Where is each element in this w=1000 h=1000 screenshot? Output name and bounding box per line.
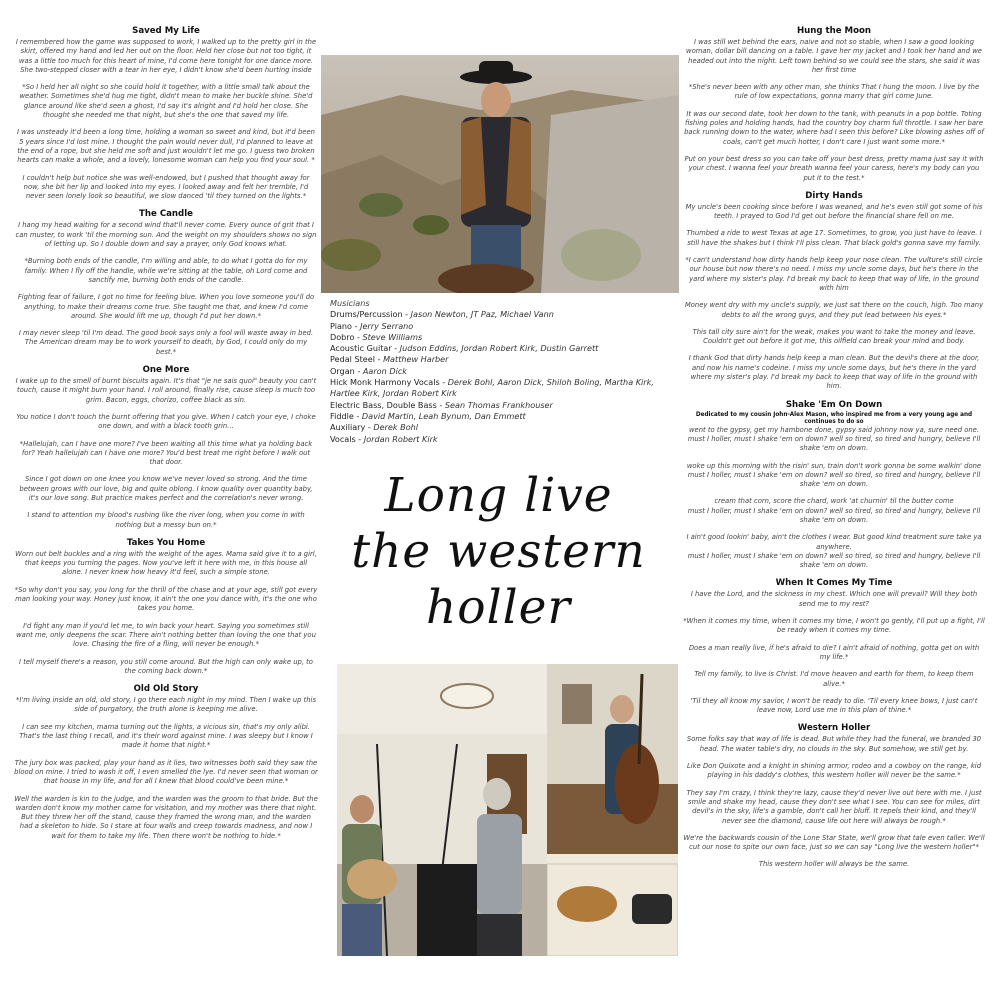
musician-row (330, 332, 675, 343)
lyric-paragraph: Tell my family, to live is Christ. I'd move heaven and earth for them, to keep them alive.* (694, 670, 974, 688)
lyric-paragraph: I was still wet behind the ears, naive and not so stable, when I saw a good looking woman, dollar bill dancing on a table. I gave her my jacket and I took her hand and we headed out into the night. Left town behind so we could see the stars, she said it was her first time (686, 38, 982, 74)
lyric-paragraph: It was our second date, took her down to the tank, with peanuts in a pop bottle. Toting fishing poles and holding hands, had the country boy charm full throttle. I saw her bare back running down to the water, where had I seen this before? Like blowing ashes off of coals, can't get much hotter, I don't care I just want some more.* (684, 109, 984, 146)
lyric-paragraph: Put on your best dress so you can take off your best dress, pretty mama just say it with your chest. I wanna feel your breath wanna feel your caress, here's my body can you put it to the test.* (684, 154, 984, 182)
lyric-paragraph: 'Til they all know my savior, I won't be ready to die. 'Til every knee bows, I just can't leave now, Lord use me in this plan of thine.* (690, 696, 978, 715)
lyric-paragraph: This western holler will always be the same. (758, 860, 910, 869)
lyric-paragraph: Since I got down on one knee you know we've never loved so strong. And the time between grows with our love, big and quite oblong. I know quality over quantity baby, it's our love song. But practice makes perfect and the correlation's never wrong. (19, 475, 313, 502)
musician-names: Sean Thomas Frankhouser (444, 399, 553, 410)
lyric-paragraph: Money went dry with my uncle's supply, we just sat there on the couch, high. Too many debts to all the wrong guys, and they put lead between his eyes.* (684, 301, 984, 319)
musician-role: Dobro - (330, 331, 363, 342)
lyric-paragraph: You notice I don't touch the burnt offering that you give. When I catch your eye, I choke one down, and with a black tooth grin... (16, 412, 316, 431)
musician-names: Steve Williams (362, 331, 423, 342)
script-title-line: the western (351, 524, 646, 579)
lyric-paragraph: I stand to attention my blood's rushing like the river long, when you come in with nothing but a messy bun on.* (27, 511, 305, 529)
lyric-paragraph: woke up this morning with the risin' sun, train don't work gonna be some walkin' done must I holler, must I shake 'em on down? well so tired, so tired and hungry, believe I'll shake 'em on down. (686, 461, 982, 489)
musician-role: Pedal Steel - (330, 354, 384, 365)
musician-row (330, 377, 675, 400)
musician-role: Drums/Percussion - (330, 309, 411, 320)
song-title: Dirty Hands (805, 190, 863, 201)
lyric-paragraph: Like Don Quixote and a knight in shining armor, rodeo and a cowboy on the range, kid playing in his daddy's clothes, this western holler will never be the same.* (686, 762, 982, 780)
song-title: The Candle (139, 209, 193, 220)
lyric-paragraph: Does a man really live, if he's afraid to die? I ain't afraid of nothing, gotta get on with my life.* (688, 643, 980, 661)
album-script-title (326, 468, 671, 636)
lyric-paragraph: I'd fight any man if you'd let me, to win back your heart. Saying you sometimes still want me, only deepens the scar. There ain't nothing better than loving the one that you love. Chasing the fire of a fling, will never be enough.* (16, 621, 316, 649)
lyric-paragraph: I wake up to the smell of burnt biscuits again. It's that "je ne sais quoi" beauty you can't touch, cause it might burn your hand. I roll around, finally rise, cause sleep is much too grim. Bacon, eggs, chorizo, coffee black as sin. (15, 377, 317, 404)
musician-row (330, 400, 675, 411)
song-lyrics (683, 191, 985, 392)
lyric-paragraph: I was unsteady it'd been a long time, holding a woman so sweet and kind, but it'd been 5 years since I'd lost mine. I thought the pain would never dull, I'd planned to leave at the end of a rope, but she held me soft and just wouldn't let me go. I guess two broken hearts can make a whole, and a lovely, lonesome woman can help you find your soul. * (17, 128, 315, 165)
song-title: Western Holler (797, 723, 871, 734)
musician-role: Organ - (330, 365, 363, 376)
musician-role: Piano - (330, 320, 361, 331)
song-title: Old Old Story (133, 684, 199, 695)
lyric-paragraph: I couldn't help but notice she was well-endowed, but I pushed that thought away for now, she bit her lip and looked into my eyes. I looked away and felt her tremble, I'd never seen lonely look so beautiful, we slow danced 'til they turned on the lights.* (22, 173, 310, 201)
lyric-paragraph: I hang my head waiting for a second wind that'll never come. Every ounce of grit that I can muster, to work 'til the morning sun. And the weight on my shoulders shows no sign of letting up. So I double down and say a prayer, only God knows what. (15, 221, 317, 249)
musician-row (330, 411, 675, 422)
musician-row (330, 321, 675, 332)
lyrics-column-left (14, 26, 318, 849)
song-lyrics (683, 723, 985, 869)
lyric-paragraph: I remembered how the game was supposed to work, I walked up to the pretty girl in the skirt, offered my hand and led her out on the floor. Held her close but not too tight, it was a little too much for this heart of mine, I'd come here tonight for one dance more. She two-stepped closer with a tear in her eye, I didn't know she'd been hurting inside (15, 38, 317, 74)
musician-role: Acoustic Guitar - (330, 343, 400, 354)
musician-row (330, 434, 675, 445)
lyric-paragraph: We're the backwards cousin of the Lone Star State, we'll grow that tale even taller. We'll cut our nose to spite our own face, just so we can say "Long live the western holler"* (683, 833, 985, 852)
musician-role: Fiddle - (330, 410, 362, 421)
lyric-paragraph: Thumbed a ride to west Texas at age 17. Sometimes, to grow, you just have to leave. I still have the shakes but I think I'll piss clean. That black gold's gonna save my family. (686, 229, 982, 247)
musician-names: Judson Eddins, Jordan Robert Kirk, Dustin Garrett (399, 343, 599, 354)
lyric-paragraph: *I'm living inside an old, old story, I go there each night in my mind. Then I wake up this side of purgatory, the truth alone is keeping me alive. (16, 696, 316, 714)
lyric-paragraph: This tall city sure ain't for the weak, makes you want to take the money and leave. Couldn't get out before it got me, this oilfield can break your mind and body. (692, 327, 976, 346)
musician-role: Auxiliary - (330, 422, 374, 433)
musician-role: Electric Bass, Double Bass - (330, 399, 445, 410)
song-dedication: Dedicated to my cousin John-Alex Mason, who inspired me from a very young age and continues to do so (695, 411, 973, 425)
lyric-paragraph: *So I held her all night so she could hold it together, with a little small talk about the weather. Sometimes she'd hug me tight, didn't mean to make her buckle shine. She'd glance around like she'd seen a ghost, I'd say it's alright and I'd hold her close. She thought she needed me that night, but she's the one that saved my life. (19, 83, 313, 120)
song-title: Takes You Home (126, 537, 206, 548)
musician-names: Jason Newton, JT Paz, Michael Vann (410, 309, 554, 320)
song-title: Shake 'Em On Down (785, 399, 883, 410)
song-lyrics (14, 209, 318, 357)
lyric-paragraph: *So why don't you say, you long for the thrill of the chase and at your age, still got every man looking your way. Honey just know, it ain't the one you dance with, it's the one who takes you home. (14, 585, 318, 613)
song-lyrics (14, 365, 318, 530)
musician-names: Jordan Robert Kirk (363, 433, 438, 444)
lyric-paragraph: *Hallelujah, can I have one more? I've been waiting all this time what ya holding back for? Yeah hallelujah can I have one more? You'd best treat me right before I walk out that door. (19, 439, 313, 467)
lyric-paragraph: *She's never been with any other man, she thinks That I hung the moon. I live by the rule of low expectations, gonna marry that girl come June. (688, 83, 980, 101)
musician-names: Aaron Dick (362, 365, 407, 376)
musicians-heading: Musicians (330, 298, 370, 308)
lyric-paragraph: *I can't understand how dirty hands help keep your nose clean. The vulture's still circle our house but now there's no need. I miss my uncle some days, but he's there in the yard where my sister's play. I'd break my back to keep that way of life, in the ground with him (685, 256, 983, 292)
lyric-paragraph: I have the Lord, and the sickness in my chest. Which one will prevail? Will they both send me to my rest? (690, 590, 978, 608)
lyric-paragraph: Worn out belt buckles and a ring with the weight of the ages. Mama said give it to a girl, that keeps you turning the pages. Now you've left it here with me, in this house all alone. I never knew how heavy it'd feel, such a simple stone. (15, 549, 317, 577)
lyric-paragraph: I may never sleep 'til I'm dead. The good book says only a fool will waste away in bed. The American dream may be to work yourself to death, by God, I could only do my best.* (18, 329, 314, 356)
lyrics-column-right (683, 26, 985, 878)
lyric-paragraph: I can see my kitchen, mama turning out the lights, a vicious sin, that's my only alibi. That's the last thing I recall, and it's their word against mine. I was sleepy but I know I made it home that night.* (19, 722, 313, 750)
lyric-paragraph: I thank God that dirty hands help keep a man clean. But the devil's there at the door, and now his name's codeine. I miss my uncle some days, but he's there in the yard where my sister's play. I'd break my back to keep that way of life in the ground with him. (688, 354, 980, 391)
musician-names: Matthew Harber (383, 354, 449, 365)
musician-names: David Martin, Leah Bynum, Dan Emmett (361, 410, 526, 421)
song-lyrics (683, 26, 985, 183)
musician-row (330, 309, 675, 320)
band-photo (337, 664, 547, 956)
musician-row (330, 366, 675, 377)
cowboy-photo (321, 55, 679, 293)
song-title: One More (142, 365, 190, 376)
song-title: When It Comes My Time (775, 578, 893, 589)
script-title-line: Long live (384, 468, 613, 523)
song-lyrics (683, 400, 985, 571)
lyric-paragraph: Fighting fear of failure, I got no time for feeling blue. When you love someone you'll do anything, to make their dreams come true. She taught me that, and knew I'd come around. She would lift me up, though I'd put her down.* (17, 293, 315, 320)
song-title: Hung the Moon (796, 26, 872, 36)
bassist-photo (547, 664, 678, 956)
lyric-paragraph: cream that corn, score the chard, work 'at churnin' til the butter come must I holler, must I shake 'em on down? well so tired, so tired and hungry, believe I'll shake 'em on down. (687, 497, 981, 524)
script-title-line: holler (426, 580, 571, 635)
lyric-paragraph: My uncle's been cooking since before I was weaned, and he's even still got some of his teeth. I prayed to God I'd get out before the financial share fell on me. (685, 202, 983, 221)
song-lyrics (14, 538, 318, 676)
song-lyrics (14, 26, 318, 201)
lyric-paragraph: Well the warden is kin to the judge, and the warden was the groom to that bride. But the warden don't know my mother came for visitation, and my mother was there that night. But they threw her off the stand, cause they framed the wrong man, and the warden had a skeleton to hide. So I stare at four walls and creep towards madness, and now I wait for them to take my life. Then there won't be nothing to hide.* (14, 794, 318, 840)
musician-row (330, 422, 675, 433)
musician-row (330, 354, 675, 365)
song-lyrics (683, 578, 985, 715)
lyric-paragraph: The jury box was packed, play your hand as it lies, two witnesses both said they saw the blood on mine. I tried to wash it off, I even smelled the lye. I'd never seen that woman or that house in my life, and for all I knew that blood could've been mine.* (14, 758, 318, 786)
lyric-paragraph: Some folks say that way of life is dead. But while they had the funeral, we branded 30 head. The water table's dry, no clouds in the sky. But somehow, we still get by. (686, 735, 982, 753)
lyric-paragraph: I ain't good lookin' baby, ain't the clothes I wear. But good kind treatment sure take ya anywhere. must I holler, must I shake 'em on down? well so tired, so tired and hungry, believe I'll shake 'em on down. (686, 533, 982, 570)
song-title: Saved My Life (132, 26, 200, 36)
musician-names: Derek Bohl (373, 422, 419, 433)
musician-role: Hick Monk Harmony Vocals - (330, 377, 448, 388)
lyric-paragraph: went to the gypsy, get my hambone done, gypsy said johnny now ya, sure need one. must I holler, must I shake 'em on down? well so tired, so tired and hungry, believe I'll shake 'em on down. (687, 425, 981, 453)
lyric-paragraph: *When it comes my time, when it comes my time, I won't go gently, I'll put up a fight, I'll be ready when it comes my time. (683, 617, 985, 635)
lyric-paragraph: *Burning both ends of the candle, I'm willing and able, to do what I gotta do for my family. When I fly off the handle, while we're sitting at the table, oh Lord come and sanctify me, burning both ends of the candle. (24, 257, 308, 284)
musicians-credits (330, 298, 675, 445)
musician-names: Derek Bohl, Aaron Dick, Shiloh Boling, Martha Kirk, Hartlee Kirk, Jordan Robert Kirk (330, 377, 654, 399)
musician-names: Jerry Serrano (360, 320, 414, 331)
musician-role: Vocals - (330, 433, 364, 444)
lyric-paragraph: I tell myself there's a reason, you still come around. But the high can only wake up, to the coming back down.* (19, 657, 313, 675)
song-lyrics (14, 684, 318, 841)
lyric-paragraph: They say I'm crazy, I think they're lazy, cause they'd never live out here with me. I just smile and shake my head, cause they don't see what I see. You can see for miles, dirt devil's in the sky, life's a gamble, don't call her bluff. It repels their kind, and they'll never see the diamond, cause life out here will always be rough.* (686, 788, 982, 825)
musician-row (330, 343, 675, 354)
